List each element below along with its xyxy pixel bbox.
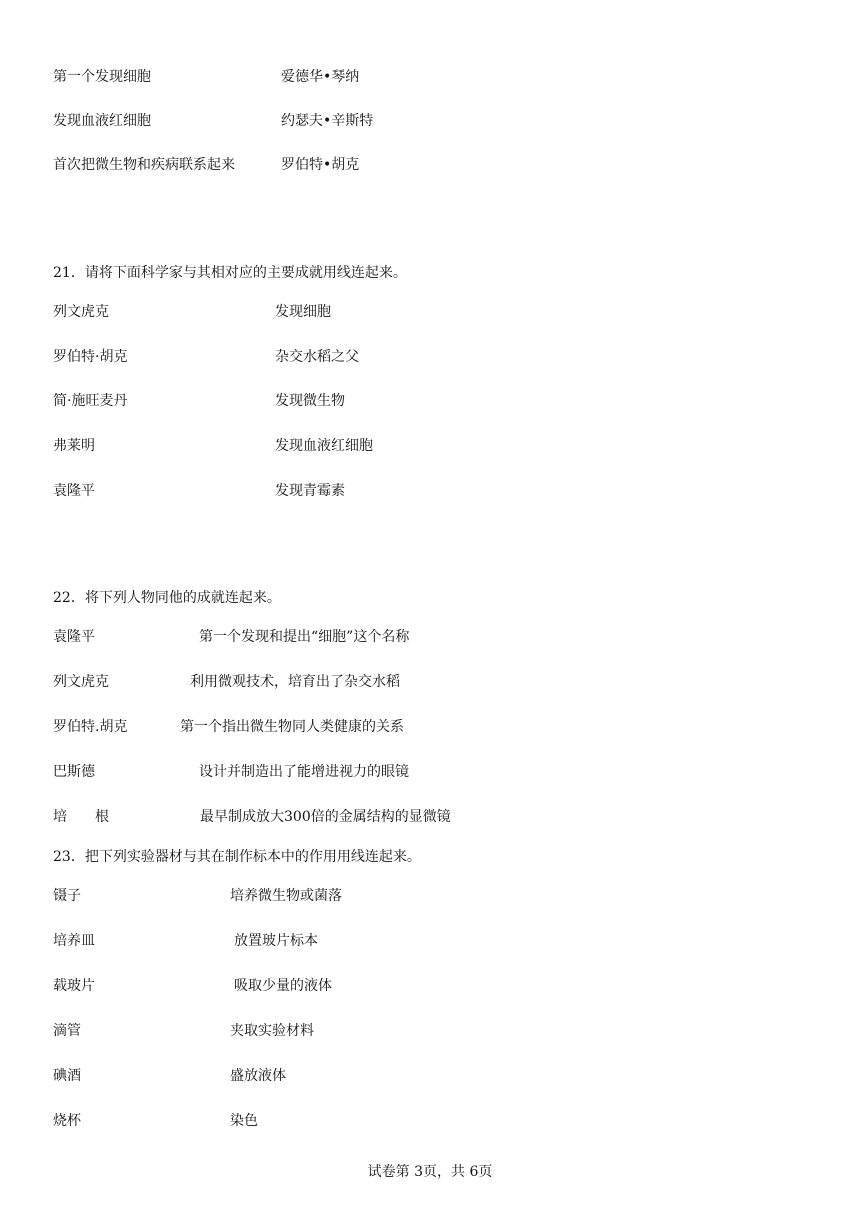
match-right-item: 盛放液体 [230, 1068, 286, 1084]
match-left-item: 培 根 [53, 809, 109, 825]
match-row [0, 346, 860, 366]
match-left-item: 弗莱明 [53, 438, 95, 454]
question-23-title: 23．把下列实验器材与其在制作标本中的作用用线连起来。 [53, 849, 421, 865]
match-right-item: 发现青霉素 [275, 483, 345, 499]
match-left-item: 首次把微生物和疾病联系起来 [53, 157, 235, 173]
page-footer: 试卷第 3页，共 6页 [367, 1164, 493, 1180]
match-row [0, 975, 860, 995]
match-left-item: 列文虎克 [53, 304, 109, 320]
match-row [0, 154, 860, 174]
match-left-item: 镊子 [53, 888, 81, 904]
match-right-item: 爱德华•琴纳 [281, 69, 360, 85]
match-left-item: 罗伯特.胡克 [53, 719, 128, 735]
match-right-item: 培养微生物或菌落 [230, 888, 342, 904]
match-row [0, 885, 860, 905]
match-row [0, 1065, 860, 1085]
match-row [0, 626, 860, 646]
match-row [0, 66, 860, 86]
match-right-item: 夹取实验材料 [230, 1023, 314, 1039]
match-row [0, 716, 860, 736]
match-right-item: 第一个指出微生物同人类健康的关系 [180, 719, 404, 735]
match-left-item: 第一个发现细胞 [53, 69, 151, 85]
question-22-title: 22．将下列人物同他的成就连起来。 [53, 590, 281, 606]
match-left-item: 巴斯德 [53, 764, 95, 780]
match-right-item: 最早制成放大300倍的金属结构的显微镜 [200, 809, 451, 825]
match-right-item: 利用微观技术，培育出了杂交水稻 [190, 674, 400, 690]
match-right-item: 发现血液红细胞 [275, 438, 373, 454]
match-left-item: 培养皿 [53, 933, 95, 949]
match-right-item: 吸取少量的液体 [234, 978, 332, 994]
match-row [0, 806, 860, 826]
match-right-item: 杂交水稻之父 [275, 349, 359, 365]
match-right-item: 约瑟夫•辛斯特 [281, 113, 374, 129]
match-left-item: 碘酒 [53, 1068, 81, 1084]
question-21-title: 21．请将下面科学家与其相对应的主要成就用线连起来。 [53, 265, 407, 281]
match-row [0, 390, 860, 410]
match-right-item: 放置玻片标本 [234, 933, 318, 949]
match-left-item: 袁隆平 [53, 629, 95, 645]
match-row [0, 480, 860, 500]
match-left-item: 袁隆平 [53, 483, 95, 499]
match-right-item: 第一个发现和提出“细胞”这个名称 [199, 629, 410, 645]
match-row [0, 1020, 860, 1040]
match-row [0, 1110, 860, 1130]
match-right-item: 染色 [230, 1113, 258, 1129]
match-left-item: 载玻片 [53, 978, 95, 994]
match-right-item: 发现细胞 [275, 304, 331, 320]
match-right-item: 罗伯特•胡克 [281, 157, 360, 173]
match-left-item: 发现血液红细胞 [53, 113, 151, 129]
match-left-item: 滴管 [53, 1023, 81, 1039]
match-left-item: 简·施旺麦丹 [53, 393, 128, 409]
match-left-item: 列文虎克 [53, 674, 109, 690]
match-row [0, 930, 860, 950]
match-right-item: 设计并制造出了能增进视力的眼镜 [199, 764, 409, 780]
match-row [0, 761, 860, 781]
match-row [0, 671, 860, 691]
match-row [0, 110, 860, 130]
match-row [0, 435, 860, 455]
match-left-item: 烧杯 [53, 1113, 81, 1129]
match-row [0, 301, 860, 321]
match-left-item: 罗伯特·胡克 [53, 349, 128, 365]
match-right-item: 发现微生物 [275, 393, 345, 409]
